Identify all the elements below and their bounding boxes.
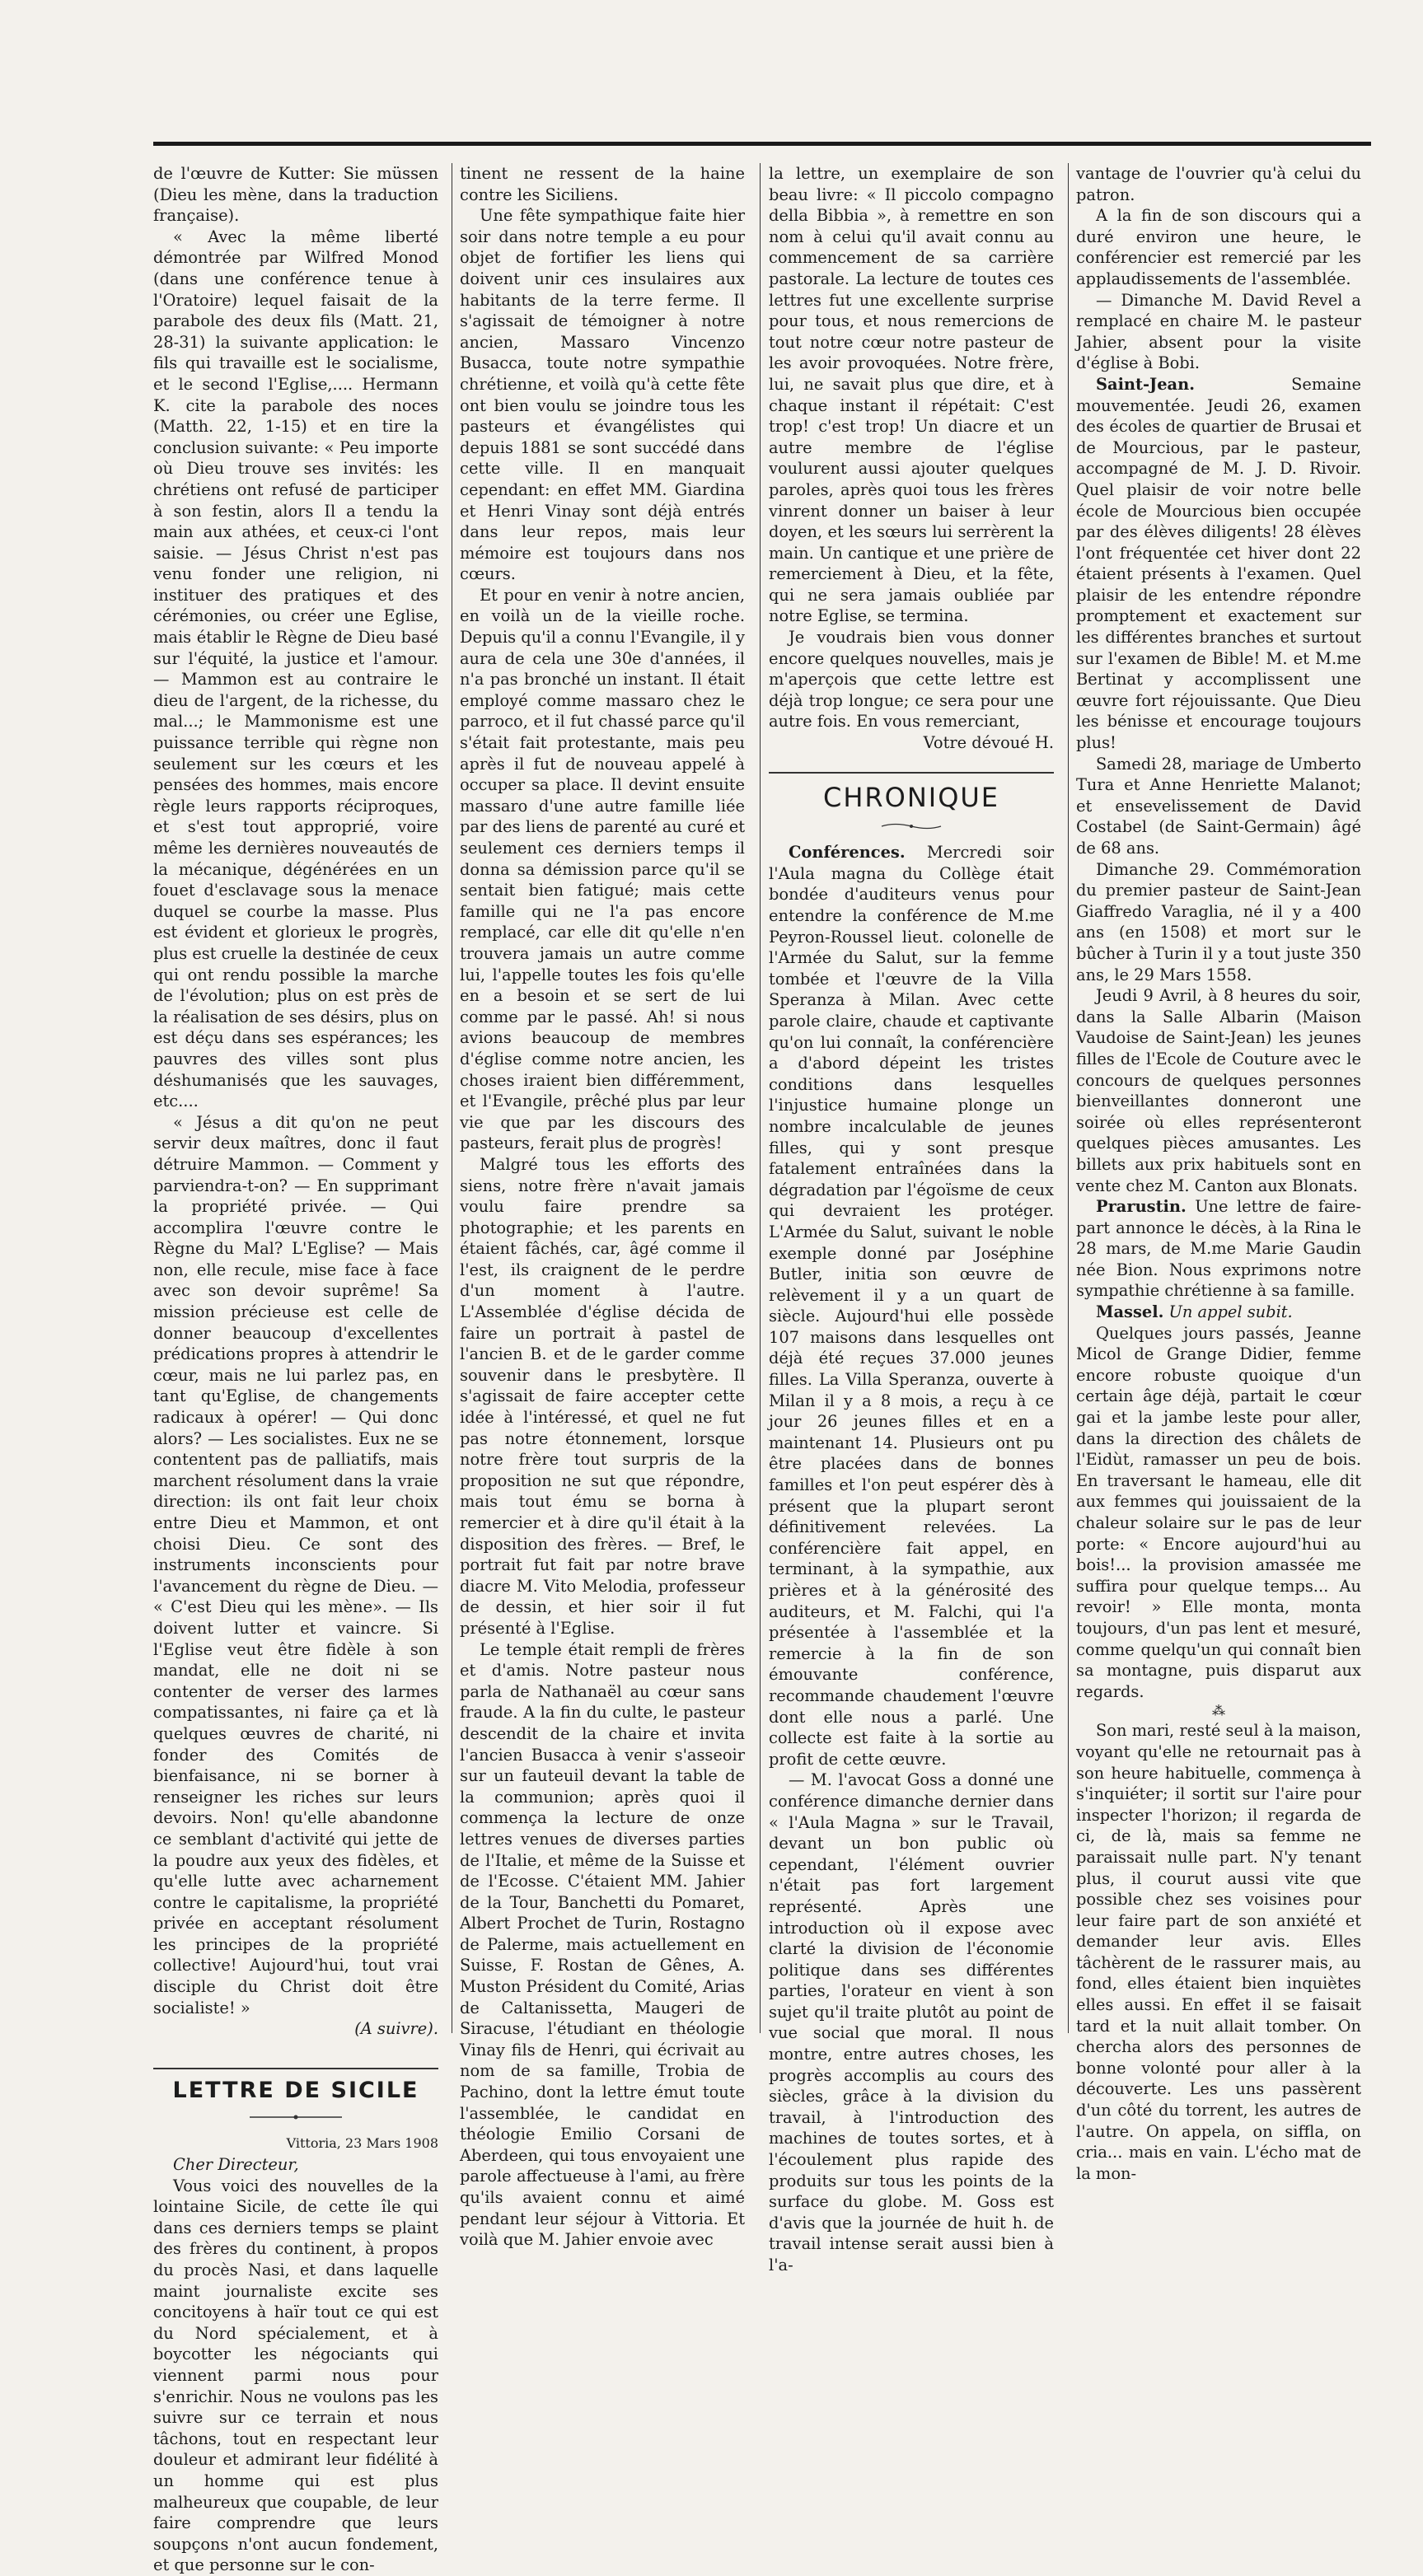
salutation: Cher Directeur, (173, 2155, 299, 2175)
header-rule (153, 142, 1371, 146)
column-4 (1076, 163, 1361, 2183)
lead-massel: Massel. (1096, 1302, 1164, 1322)
paragraph: Malgré tous les efforts des siens, notre frère n'avait jamais voulu faire prendre sa photographie; et les parents en étaient fâchés, car, âgé comme il l'est, ils craignent de le perdre d'un moment à l'autre. L'Assemblée d'église décida de faire un portrait à pastel de l'ancien B. et de le garder comme souvenir dans le presbytère. Il s'agissait de faire accepter cette idée à l'intéressé, et quel ne fut pas notre étonnement, lorsque notre frère tout surpris de la proposition ne sut que répondre, mais tout ému se borna à remercier et à dire qu'il était à la disposition des frères. — Bref, le portrait fut fait par notre brave diacre M. Vito Melodia, professeur de dessin, et hier soir il fut présenté à l'Eglise. (460, 1154, 745, 1638)
flourish-ornament (769, 815, 1054, 836)
lead-saint-jean: Saint-Jean. (1096, 374, 1195, 394)
paragraph: Dimanche 29. Commémoration du premier pasteur de Saint-Jean Giaffredo Varaglia, né il y a 400 ans (en 1508) et mort sur le bûcher à Turin il y a tout juste 350 ans, le 29 Mars 1558. (1076, 859, 1361, 984)
paragraph: Une lettre de faire-part annonce le décès, à la Rina le 28 mars, de M.me Marie Gaudin née Bion. Nous exprimons notre sympathie chrétienne à sa famille. (1076, 1197, 1361, 1301)
paragraph: la lettre, un exemplaire de son beau livre: « Il piccolo compagno della Bibbia », à remettre en son nom à celui qu'il avait connu au commencement de sa carrière pastorale. La lecture de toutes ces lettres fut une excellente surprise pour tous, et nous remercions de tout notre cœur notre pasteur de les avoir provoquées. Notre frère, lui, ne savait plus que dire, et à chaque instant il répétait: C'est trop! c'est trop! Un diacre et un autre membre de l'église voulurent aussi ajouter quelques paroles, après quoi tous les frères vinrent donner un baiser à leur doyen, et les sœurs lui serrèrent la main. Un cantique et une prière de remerciement à Dieu, et la fête, qui ne sera jamais oubliée par notre Eglise, se termina. (769, 164, 1054, 626)
paragraph: A la fin de son discours qui a duré environ une heure, le conférencier est remercié par les applaudissements de l'assemblée. (1076, 206, 1361, 288)
paragraph: tinent ne ressent de la haine contre les Siciliens. (460, 164, 745, 204)
flourish-ornament (153, 2106, 438, 2127)
column-1 (153, 163, 438, 2575)
paragraph: vantage de l'ouvrier qu'à celui du patron. (1076, 164, 1361, 204)
paragraph: Le temple était rempli de frères et d'amis. Notre pasteur nous parla de Nathanaël au cœur sans fraude. A la fin du culte, le pasteur descendit de la chaire et invita l'ancien Busacca à venir s'asseoir sur un fauteuil devant la table de la communion; après quoi il commença la lecture de onze lettres venues de diverses parties de l'Italie, et même de la Suisse et de l'Ecosse. C'étaient MM. Jahier de la Tour, Banchetti du Pomaret, Albert Prochet de Turin, Rostagno de Palerme, mais actuellement en Suisse, F. Rostan de Gênes, A. Muston Président du Comité, Arias de Caltanissetta, Maugeri de Siracuse, l'étudiant en théologie Vinay fils de Henri, qui écrivait au nom de sa famille, Trobia de Pachino, dont la lettre émut toute l'assemblée, le candidat en théologie Emilio Corsani de Aberdeen, qui tous envoyaient une parole affectueuse à l'ami, au frère qu'ils avaient connu et aimé pendant leur séjour à Vittoria. Et voilà que M. Jahier envoie avec (460, 1639, 745, 2250)
paragraph: Je voudrais bien vous donner encore quelques nouvelles, mais je m'aperçois que cette lettre est déjà trop longue; ce sera pour une autre fois. En vous remerciant, (769, 628, 1054, 732)
column-divider (1068, 163, 1069, 2033)
asterism: ⁂ (1212, 1703, 1225, 1719)
paragraph: Semaine mouvementée. Jeudi 26, examen des écoles de quartier de Brusai et de Mourcious, par le pasteur, accompagné de M. J. D. Rivoir. Quel plaisir de voir notre belle école de Mourcious bien occupée par des élèves diligents! 28 élèves l'ont fréquentée cet hiver dont 22 étaient présents à l'examen. Quel plaisir de les entendre répondre promptement et exactement sur les différentes branches et surtout sur l'examen de Bible! M. et M.me Bertinat y accomplissent une œuvre fort réjouissante. Que Dieu les bénisse et encourage toujours plus! (1076, 374, 1361, 753)
paragraph: Son mari, resté seul à la maison, voyant qu'elle ne retournait pas à son heure habituelle, commença à s'inquiéter; il sortit sur l'aire pour inspecter l'horizon; il regarda de ci, de là, mais sa femme ne paraissait nulle part. N'y tenant plus, il courut aussi vite que possible chez ses voisines pour leur faire part de son anxiété et demander leur avis. Elles tâchèrent de le rassurer mais, au fond, elles étaient bien inquiètes elles aussi. En effet il se faisait tard et la nuit allait tomber. On chercha alors des personnes de bonne volonté pour aller à la découverte. Les uns passèrent d'un côté du torrent, les autres de l'autre. On appela, on siffla, on cria... mais en vain. L'écho mat de la mon- (1076, 1721, 1361, 2183)
paragraph: de l'œuvre de Kutter: Sie müssen (Dieu les mène, dans la traduction française). (153, 164, 438, 226)
paragraph: « Avec la même liberté démontrée par Wilfred Monod (dans une conférence tenue à l'Oratoire) lequel faisait de la parabole des deux fils (Matt. 21, 28-31) la suivante application: le fils qui travaille est le socialisme, et le second l'Eglise,.... Hermann K. cite la parabole des noces (Matth. 22, 1-15) et en tire la conclusion suivante: « Peu importe où Dieu trouve ses invités: les chrétiens ont refusé de participer à son festin, alors Il a tendu la main aux athées, et ceux-ci l'ont saisie. — Jésus Christ n'est pas venu fonder une religion, ni instituer des pratiques et des cérémonies, ou créer une Eglise, mais établir le Règne de Dieu basé sur l'équité, la justice et l'amour. — Mammon est au contraire le dieu de l'argent, de la richesse, du mal...; le Mammonisme est une puissance terrible qui règne non seulement sur les cœurs et les pensées des hommes, mais encore règle leurs rapports réciproques, et s'est tout approprié, voire même les dernières nouveautés de la mécanique, dégénérées en un fouet d'esclavage sous la menace duquel se courbe la masse. Plus est évident et glorieux le progrès, plus est cruelle la destinée de ceux qui ont rendu possible la marche de l'évolution; plus on est près de la réalisation de ses désirs, plus on est déçu dans ses espérances; les pauvres des villes sont plus déshumanisés que les sauvages, etc.... (153, 227, 438, 1111)
paragraph: Une fête sympathique faite hier soir dans notre temple a eu pour objet de fortifier les liens qui doivent unir ces insulaires aux habitants de la terre ferme. Il s'agissait de témoigner à notre ancien, Massaro Vincenzo Busacca, toute notre sympathie chrétienne, et voilà qu'à cette fête ont bien voulu se joindre tous les pasteurs et évangélistes qui depuis 1881 se sont succédé dans cette ville. Il en manquait cependant: en effet MM. Giardina et Henri Vinay sont déjà entrés dans leur repos, mais leur mémoire est toujours dans nos cœurs. (460, 206, 745, 584)
paragraph: Samedi 28, mariage de Umberto Tura et Anne Henriette Malanot; et ensevelissement de David Costabel (de Saint-Germain) âgé de 68 ans. (1076, 754, 1361, 858)
letter-signature: Votre dévoué H. (923, 733, 1054, 753)
paragraph: Jeudi 9 Avril, à 8 heures du soir, dans la Salle Albarin (Maison Vaudoise de Saint-Jean) les jeunes filles de l'Ecole de Couture avec le concours de quelques personnes bienveillantes donneront une soirée où elles représenteront quelques pièces amusantes. Les billets aux prix habituels sont en vente chez M. Canton aux Blonats. (1076, 986, 1361, 1195)
paragraph: — Dimanche M. David Revel a remplacé en chaire M. le pasteur Jahier, absent pour la visite d'église à Bobi. (1076, 290, 1361, 373)
paragraph: Et pour en venir à notre ancien, en voilà un de la vieille roche. Depuis qu'il a connu l'Evangile, il y aura de cela une 30e d'années, il n'a pas bronché un instant. Il était employé comme massaro chez le parroco, et il fut chassé parce qu'il s'était fait protestante, mais peu après il fut de nouveau appelé à occuper sa place. Il devint ensuite massaro d'une autre famille liée par des liens de parenté au curé et seulement ces derniers temps il donna sa démission parce qu'il se sentait bien fatigué; mais cette famille qui ne l'a pas encore remplacé, car elle dit qu'elle n'en trouvera jamais un autre comme lui, l'appelle toutes les fois qu'elle en a besoin et se sert de lui comme par le passé. Ah! si nous avions beaucoup de membres d'église comme notre ancien, les choses iraient bien différemment, et l'Evangile, prêché plus par leur vie que par les discours des pasteurs, ferait plus de progrès! (460, 585, 745, 1153)
column-divider (760, 163, 761, 2033)
paragraph: — M. l'avocat Goss a donné une conférence dimanche dernier dans « l'Aula Magna » sur le Travail, devant un bon public où cependant, l'élément ouvrier n'était pas fort largement représenté. Après une introduction où il expose avec clarté la division de l'économie politique dans ses différentes parties, l'orateur en vient à son sujet qu'il traite plutôt au point de vue social que moral. Il nous montre, entre autres choses, les progrès accomplis au cours des siècles, grâce à la division du travail, à l'introduction des machines de toutes sortes, et à l'écoulement plus rapide des produits sur tous les points de la surface du globe. M. Goss est d'avis que la journée de huit h. de travail intense serait aussi bien à l'a- (769, 1770, 1054, 2274)
column-3 (769, 163, 1054, 2274)
subtitle-appel-subit: Un appel subit. (1163, 1302, 1293, 1322)
paragraph: Quelques jours passés, Jeanne Micol de Grange Didier, femme encore robuste quoique d'un certain âge déjà, partait le cœur gai et la jambe leste pour aller, dans la direction des châlets de l'Eidùt, ramasser un peu de bois. En traversant le hameau, elle dit aux femmes qui jouissaient de la chaleur solaire sur le pas de leur porte: « Encore aujourd'hui au bois!... la provision amassée me suffira pour quelque temps... Au revoir! » Elle monta, monta toujours, d'un pas lent et mesuré, comme quelqu'un qui connaît bien sa montagne, puis disparut aux regards. (1076, 1323, 1361, 1701)
paragraph: Vous voici des nouvelles de la lointaine Sicile, de cette île qui dans ces derniers temps se plaint des frères du continent, à propos du procès Nasi, et dans laquelle maint journaliste excite ses concitoyens à haïr tout ce qui est du Nord spécialement, et à boycotter les négociants qui viennent parmi nous pour s'enrichir. Nous ne voulons pas les suivre sur ce terrain et nous tâchons, tout en respectant leur douleur et admirant leur fidélité à un homme qui est plus malheureux que coupable, de leur faire comprendre que leurs soupçons n'ont aucun fondement, et que personne sur le con- (153, 2176, 438, 2575)
paragraph: « Jésus a dit qu'on ne peut servir deux maîtres, donc il faut détruire Mammon. — Comment y parviendra-t-on? — En supprimant la propriété privée. — Qui accomplira l'œuvre contre le Règne du Mal? L'Eglise? — Mais non, elle recule, mise face à face avec son devoir suprême! Sa mission précieuse est celle de donner beaucoup d'excellentes prédications propres à attendrir le cœur, mais ne lui parlez pas, en tant qu'Eglise, de changements radicaux à opérer! — Qui donc alors? — Les socialistes. Eux ne se contentent pas de palliatifs, mais marchent résolument dans la vraie direction: ils ont fait leur choix entre Dieu et Mammon, et ont choisi Dieu. Ce sont des instruments inconscients pour l'avancement du règne de Dieu. — « C'est Dieu qui les mène». — Ils doivent lutter et vaincre. Si l'Eglise veut être fidèle à son mandat, elle ne doit ni se contenter de verser des larmes compatissantes, ni faire ça et là quelques œuvres de charité, ni fonder des Comités de bienfaisance, ni se borner à renseigner les riches sur leurs devoirs. Non! qu'elle abandonne ce semblant d'activité qui jette de la poudre aux yeux des fidèles, et qu'elle lutte avec acharnement contre le capitalisme, la propriété privée en acceptant résolument les principes de la propriété collective! Aujourd'hui, tout vrai disciple du Christ doit être socialiste! » (153, 1112, 438, 2017)
dateline: Vittoria, 23 Mars 1908 (286, 2135, 438, 2152)
paragraph: Mercredi soir l'Aula magna du Collège était bondée d'auditeurs venus pour entendre la conférence de M.me Peyron-Roussel lieut. colonelle de l'Armée du Salut, sur la femme tombée et l'œuvre de la Villa Speranza à Milan. Avec cette parole claire, chaude et captivante qu'on lui connaît, la conférencière a d'abord dépeint les tristes conditions dans lesquelles l'injustice humaine plonge un nombre incalculable de jeunes filles, qui y sont presque fatalement entraînées dans la dégradation par l'égoïsme de ceux qui devraient les protéger. L'Armée du Salut, suivant le noble exemple donné par Joséphine Butler, initia son œuvre de relèvement il y a un quart de siècle. Aujourd'hui elle possède 107 maisons dans lesquelles ont déjà été reçues 37.000 jeunes filles. La Villa Speranza, ouverte à Milan il y a 8 mois, a reçu à ce jour 26 jeunes filles et en a maintenant 14. Plusieurs ont pu être placées dans de bonnes familles et l'on peut espérer dès à présent que la plupart seront définitivement relevées. La conférencière fait appel, en terminant, à la sympathie, aux prières et à la générosité des auditeurs, et M. Falchi, qui l'a présentée à l'assemblée et la remercie à la fin de son émouvante conférence, recommande chaudement l'œuvre dont elle nous a parlé. Une collecte est faite à la sortie au profit de cette œuvre. (769, 843, 1054, 1769)
continued-note: (A suivre). (354, 2019, 438, 2039)
lead-conferences: Conférences. (789, 843, 906, 863)
column-2 (460, 163, 745, 2250)
section-heading-chronique: CHRONIQUE (769, 772, 1054, 815)
lead-prarustin: Prarustin. (1096, 1197, 1187, 1217)
section-heading-lettre-de-sicile: LETTRE DE SICILE (153, 2068, 438, 2106)
